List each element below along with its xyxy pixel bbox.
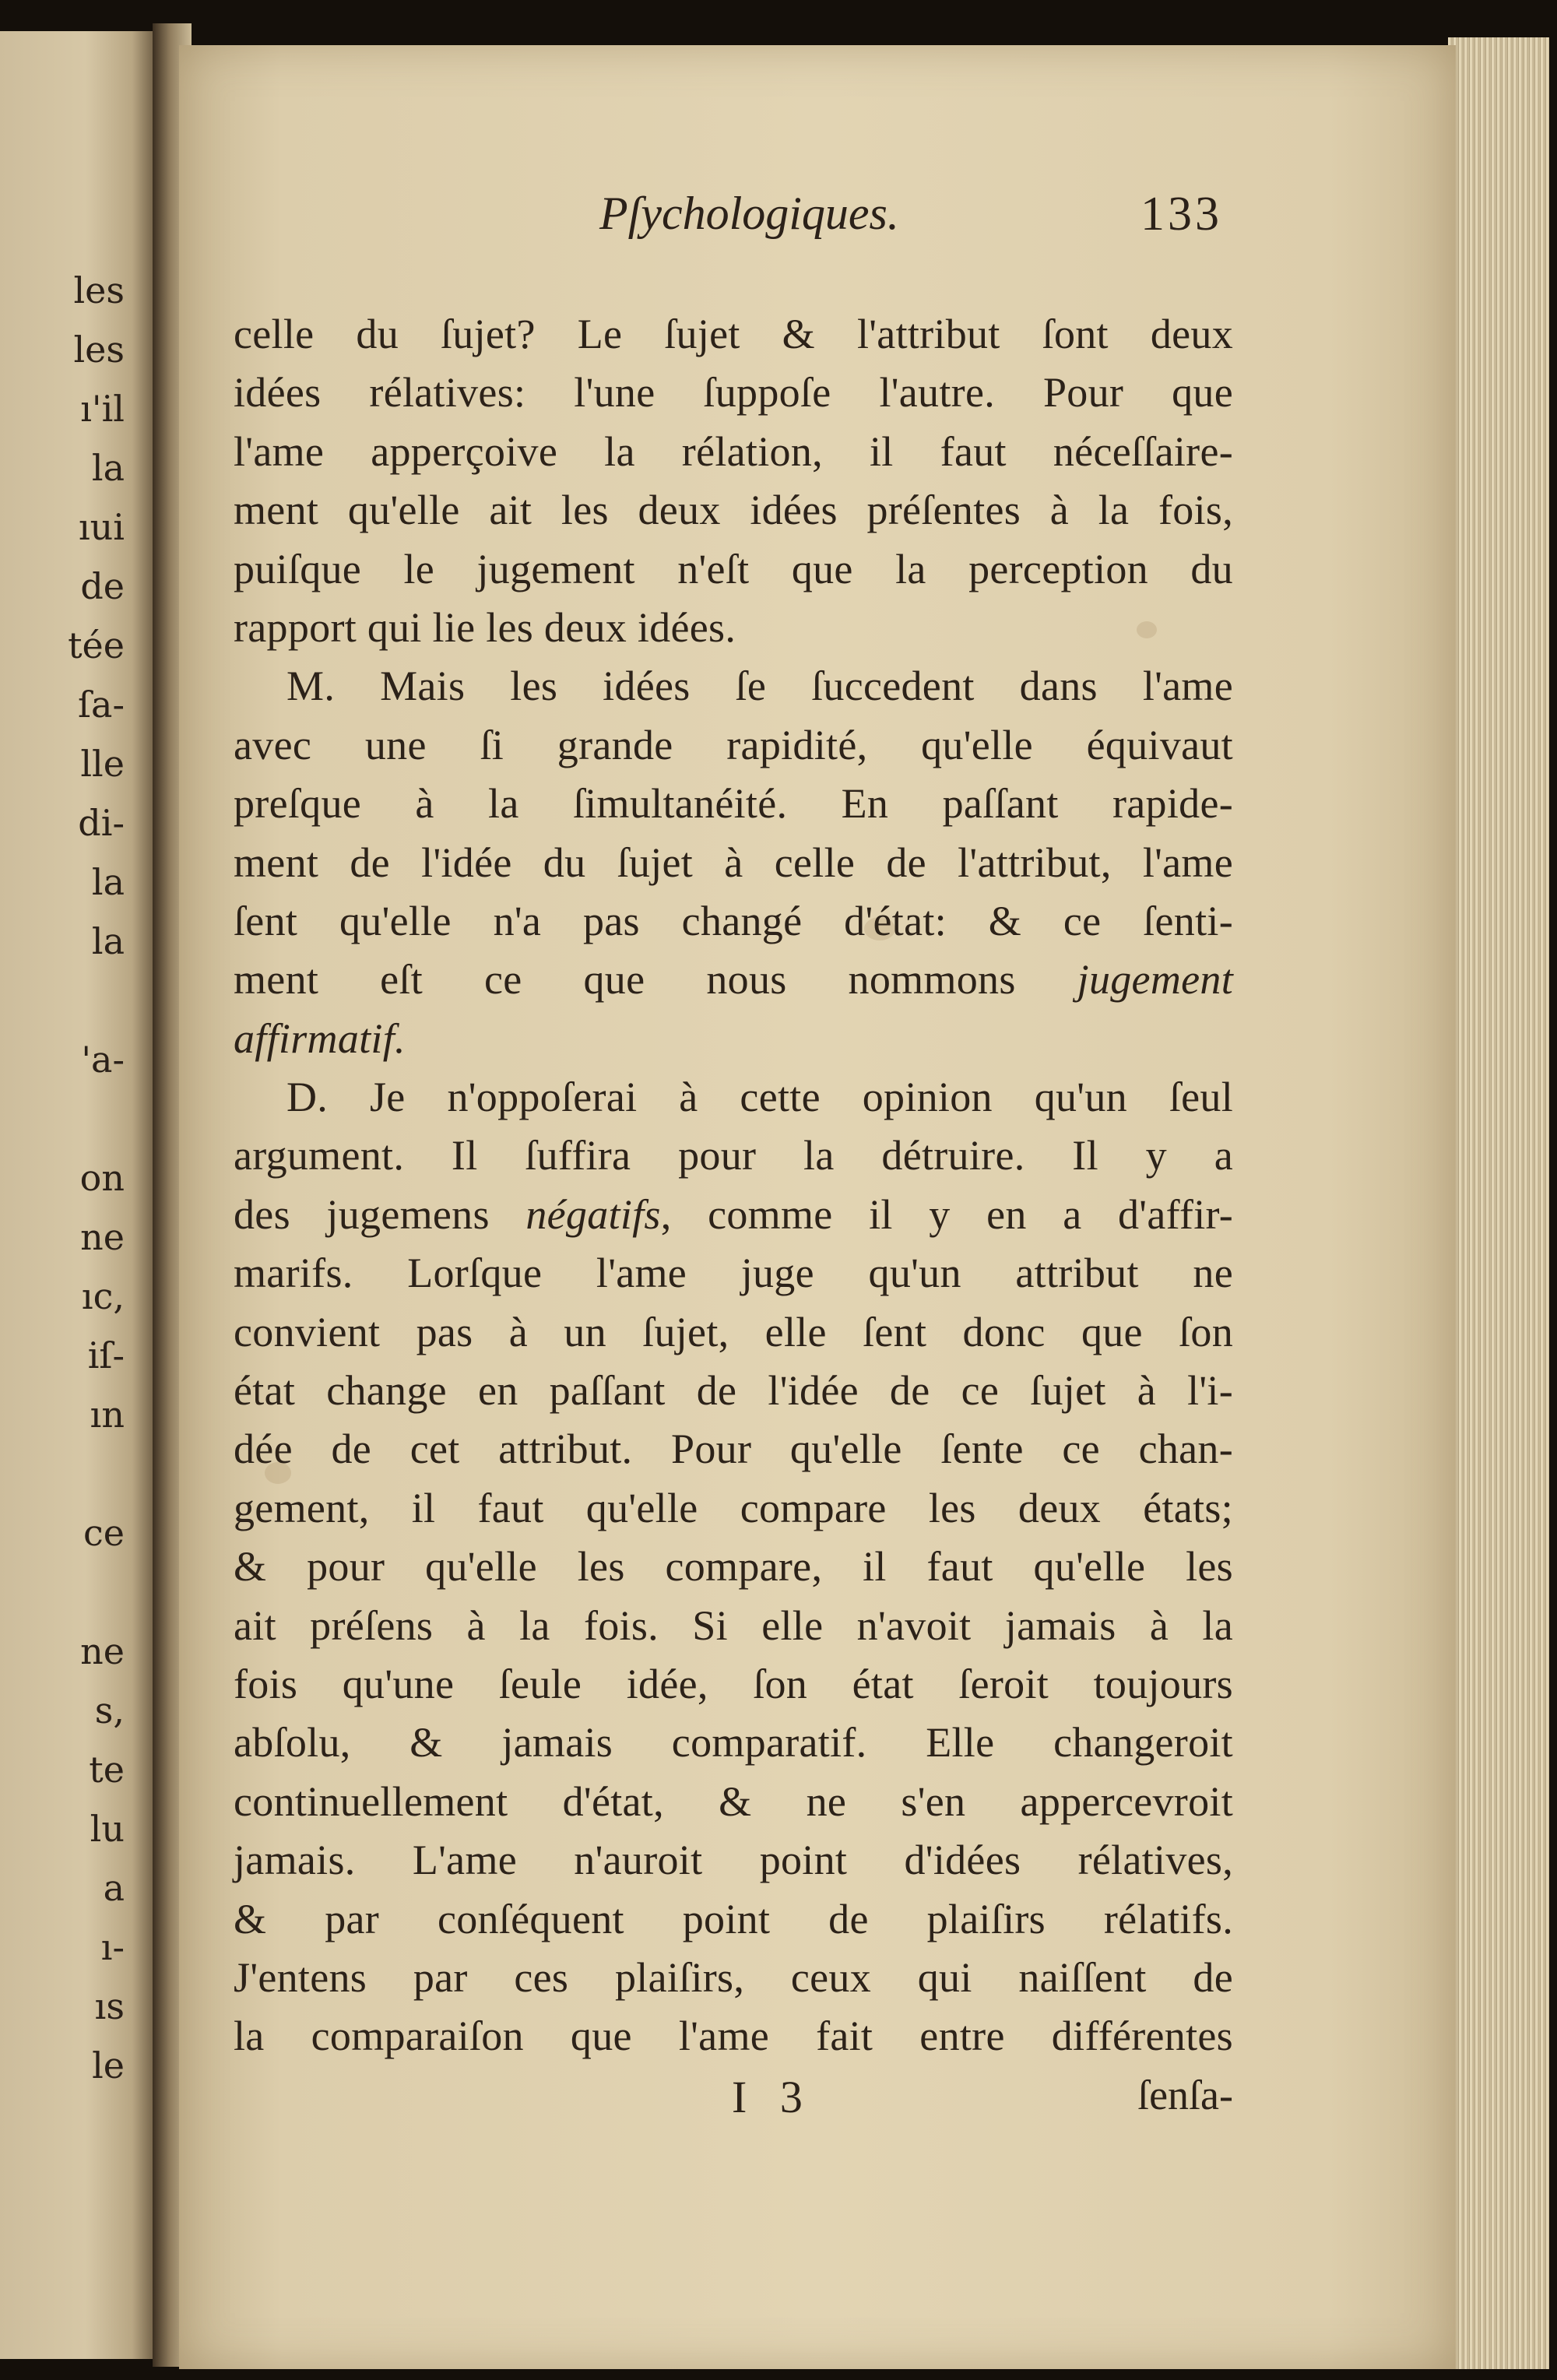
catchword: ſenſa-	[1137, 2072, 1233, 2118]
signature-mark: I 3	[732, 2072, 814, 2122]
fragment-line: a	[103, 1867, 125, 1909]
text-line: celle du ſujet? Le ſujet & l'attribut ſont deux	[234, 311, 1233, 357]
fragment-line: ıui	[78, 506, 125, 548]
fragment-line: ı'il	[80, 388, 125, 430]
fragment-line: les	[73, 329, 125, 371]
fragment-line: ne	[80, 1216, 125, 1258]
text-line: la comparaiſon que l'ame fait entre différentes	[234, 2013, 1233, 2060]
text-line: l'ame apperçoive la rélation, il faut néceſſaire-	[234, 427, 1233, 475]
fragment-line: ı-	[100, 1926, 125, 1968]
fragment-line: la	[91, 920, 125, 962]
text-line: dée de cet attribut. Pour qu'elle ſente ce chan-	[234, 1426, 1233, 1473]
text-line: abſolu, & jamais comparatif. Elle changeroit	[234, 1719, 1233, 1767]
text-line: ait préſens à la fois. Si elle n'avoit jamais à la	[234, 1601, 1233, 1649]
fragment-line: la	[91, 447, 125, 489]
text-line: gement, il faut qu'elle compare les deux états;	[234, 1484, 1233, 1531]
text-line	[234, 1186, 1233, 1244]
running-title: Pſychologiques.	[599, 188, 899, 239]
fragment-line: ın	[90, 1394, 125, 1436]
fragment-line: lu	[90, 1808, 125, 1850]
body-text	[234, 305, 1233, 2066]
fragment-line: iſ-	[87, 1334, 125, 1376]
text-line: & par conſéquent point de plaiſirs rélatifs.	[234, 1895, 1233, 1942]
text-line: J'entens par ces plaiſirs, ceux qui naiſſent de	[234, 1953, 1233, 2001]
text-line: & pour qu'elle les compare, il faut qu'elle les	[234, 1543, 1233, 1591]
fragment-line: ne	[80, 1630, 125, 1672]
text-line: idées rélatives: l'une ſuppoſe l'autre. Pour que	[234, 369, 1233, 417]
text-line: jamais. L'ame n'auroit point d'idées rélatives,	[234, 1837, 1233, 1884]
fragment-line: la	[91, 861, 125, 903]
text-line: fois qu'une ſeule idée, ſon état ſeroit toujours	[234, 1660, 1233, 1707]
text-line: puiſque le jugement n'eſt que la perception du	[234, 545, 1233, 592]
paragraph-start-line: D. Je n'oppoſerai à cette opinion qu'un ſeul	[286, 1074, 1233, 1121]
fragment-line: le	[92, 2044, 125, 2086]
fragment-line: ſa-	[78, 684, 125, 726]
running-head	[413, 187, 1253, 249]
text-line: avec une ſi grande rapidité, qu'elle équivaut	[234, 721, 1233, 768]
fragment-line: ıs	[94, 1985, 125, 2027]
text-line: marifs. Lorſque l'ame juge qu'un attribut ne	[234, 1250, 1233, 1297]
text-line: continuellement d'état, & ne s'en appercevroit	[234, 1777, 1233, 1825]
page-footer	[234, 2071, 1233, 2133]
italic-term: négatifs	[525, 1190, 661, 1238]
fragment-line: s,	[94, 1689, 125, 1731]
fragment-line: de	[80, 565, 125, 607]
fragment-line: ce	[83, 1512, 125, 1554]
fragment-line: lle	[80, 743, 125, 785]
fragment-line: les	[73, 269, 125, 311]
fragment-line: 'a-	[81, 1039, 125, 1081]
italic-term: affirmatif.	[234, 1014, 406, 1062]
text-line: argument. Il ſuffira pour la détruire. Il y a	[234, 1132, 1233, 1179]
text-line: rapport qui lie les deux idées.	[234, 603, 736, 651]
text-run: ment eſt ce que nous nommons	[234, 956, 1016, 1004]
fragment-line: ıc,	[81, 1275, 125, 1317]
text-line: ſent qu'elle n'a pas changé d'état: & ce ſenti-	[234, 897, 1233, 944]
text-line: ment qu'elle ait les deux idées préſentes à la fois,	[234, 487, 1233, 534]
previous-page-edge	[0, 31, 156, 2359]
paragraph-start-line: M. Mais les idées ſe ſuccedent dans l'ame	[286, 663, 1233, 710]
italic-term: jugement	[1077, 956, 1233, 1004]
text-line: convient pas à un ſujet, elle ſent donc que ſon	[234, 1308, 1233, 1355]
page-number: 133	[1141, 188, 1222, 241]
text-line	[234, 951, 1233, 1009]
text-line: état change en paſſant de l'idée de ce ſujet à l'i-	[234, 1367, 1233, 1415]
previous-page-line-fragments	[0, 31, 125, 2359]
fragment-line: on	[79, 1157, 125, 1199]
text-line: ment de l'idée du ſujet à celle de l'attribut, l'ame	[234, 838, 1233, 886]
page-block-edges	[1448, 37, 1549, 2369]
text-line	[234, 1010, 1233, 1068]
text-run: , comme il y en a d'affir-	[660, 1190, 1233, 1238]
text-run: des jugemens	[234, 1190, 490, 1238]
fragment-line: te	[89, 1749, 125, 1791]
fragment-line: di-	[78, 802, 125, 844]
text-line: preſque à la ſimultanéité. En paſſant rapide-	[234, 780, 1233, 828]
fragment-line: tée	[68, 624, 125, 666]
